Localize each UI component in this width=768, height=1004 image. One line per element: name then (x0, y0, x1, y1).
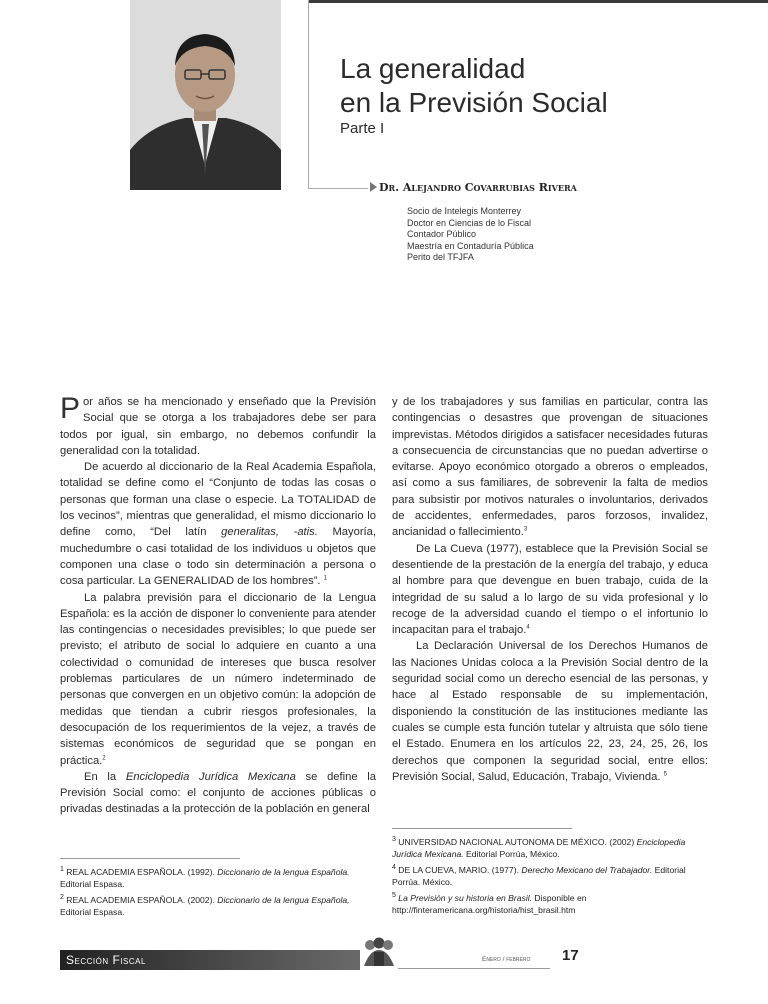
author-photo (130, 0, 281, 190)
footer-section-label: Sección Fiscal (66, 953, 146, 967)
drop-cap: P (60, 392, 81, 425)
body-column-right (392, 394, 708, 785)
author-byline (370, 181, 577, 194)
paragraph: De acuerdo al diccionario de la Real Academia Española, totalidad se define como el “Conjunto de todas las cosas o personas que forman una clase o especie. La TOTALIDAD de los vecinos”, mientras que generalidad, el mismo diccionario lo define como, “Del latín generalitas, -atis. Mayoría, muchedumbre o casi totalidad de los individuos u objetos que componen una clase o todo sin determinación a persona o cosa particular. La GENERALIDAD de los hombres”. $^1$ (60, 461, 376, 588)
paragraph: De La Cueva (1977), establece que la Previsión Social se desentiende de la prestación de la energía del trabajo, y educa al hombre para que devengue en buen trabajo, cuida de la integridad de su salud a lo largo de su vida profesional y lo recoge de la adversidad cuando el tiempo o el infortunio lo incapacitan para el trabajo.$^4$ (392, 542, 708, 637)
footnote-ref: 4 (526, 624, 530, 631)
footnote-ref: 1 (323, 575, 327, 582)
article-title (340, 52, 608, 120)
footer-issue-date: Enero / febrero (482, 956, 531, 963)
paragraph: Por años se ha mencionado y enseñado que la Previsión Social que se otorga a los trabajadores debe ser para todos por igual, sin embargo, no debemos confundir la generalidad con la totalidad. (60, 392, 376, 457)
paragraph: y de los trabajadores y sus familias en particular, contra las contingencias o desastres que provengan de situaciones imprevistas. Métodos dirigidos a satisfacer necesidades futuras a consecuencia de circunstancias que no puedan advertirse o evitarse. Apoyo económico otorgado a obreros o empleados, así como a sus familiares, de sobrevenir la falta de medios para subsistir por motivos naturales o involuntarios, derivados de accidentes, enfermedades, paros forzosos, invalidez, ancianidad o fallecimiento.$^3$ (392, 396, 708, 539)
credential-item: Maestría en Contaduría Pública (407, 240, 534, 251)
publisher-logo-icon (360, 936, 398, 974)
footnotes-right (392, 836, 700, 920)
paragraph: En la Enciclopedia Jurídica Mexicana se define la Previsión Social como: el conjunto de acciones públicas o privadas destinadas a la protección de la población en general (60, 770, 376, 816)
article-subtitle: Parte I (340, 120, 385, 137)
footnotes-left (60, 866, 368, 922)
footnote: $^1$ REAL ACADEMIA ESPAÑOLA. (1992). Diccionario de la lengua Española. Editorial Espasa. (60, 866, 350, 889)
footnote: $^3$ UNIVERSIDAD NACIONAL AUTONOMA DE MÉXICO. (2002) Enciclopedia Jurídica Mexicana. Editorial Porrúa, México. (392, 836, 686, 859)
credential-item: Contador Público (407, 229, 477, 240)
header-rule-bottom (308, 188, 368, 189)
author-credentials (407, 206, 534, 264)
footnote-ref: 3 (523, 526, 528, 533)
footnote-rule-left (60, 858, 240, 859)
page-number: 17 (562, 947, 579, 964)
footnote-ref: 5 (663, 771, 667, 778)
header-rule-top (308, 0, 768, 3)
triangle-bullet-icon (370, 182, 377, 192)
credential-item: Perito del TFJFA (407, 252, 474, 263)
title-line-1: La generalidad (340, 53, 526, 84)
footnote-rule-right (392, 828, 572, 829)
body-column-left (60, 394, 376, 818)
paragraph: La palabra previsión para el diccionario de la Lengua Española: es la acción de disponer lo conveniente para atender las contingencias o necesidades previsibles; lo que puede ser previsto; el atributo de social lo adquiere en cuanto a una colectividad o comunidad de intereses que busca resolver problemas particulares de un número indeterminado de personas que convergen en un objetivo común: la adopción de medidas que tiendan a cubrir riesgos profesionales, la desocupación de los requerimientos de la vejez, a través de sistemas económicos de seguridad que se pongan en práctica.$^2$ (60, 591, 376, 767)
author-portrait-image (130, 0, 281, 190)
credential-item: Socio de Intelegis Monterrey (407, 206, 522, 216)
author-name: Dr. Alejandro Covarrubias Rivera (379, 181, 577, 194)
footer-rule (398, 968, 550, 969)
footnote: $^4$ DE LA CUEVA, MARIO. (1977). Derecho Mexicano del Trabajador. Editorial Porrúa. México. (392, 864, 686, 887)
paragraph: La Declaración Universal de los Derechos Humanos de las Naciones Unidas coloca a la Previsión Social dentro de la seguridad social como un derecho esencial de las personas, y hace al Estado responsable de su implementación, disponiendo la constitución de las instituciones mediante las cuales se cumple esta función tutelar y altruista que sólo tiene el Estado. Enumera en los artículos 22, 23, 24, 25, 26, los derechos que componen la seguridad social, entre ellos: Previsión Social, Salud, Educación, Trabajo, Vivienda. $^5$ (392, 640, 708, 783)
footnote: $^2$ REAL ACADEMIA ESPAÑOLA. (2002). Diccionario de la lengua Española, Editorial Espasa. (60, 894, 350, 917)
footnote: $^5$ La Previsión y su historia en Brasil. Disponible en http://finteramericana.org/historia/hist_brasil.htm (392, 892, 587, 915)
header-rule-vertical (308, 0, 309, 188)
credential-item: Doctor en Ciencias de lo Fiscal (407, 217, 532, 228)
footnote-ref: 2 (102, 754, 106, 761)
title-line-2: en la Previsión Social (340, 87, 608, 118)
